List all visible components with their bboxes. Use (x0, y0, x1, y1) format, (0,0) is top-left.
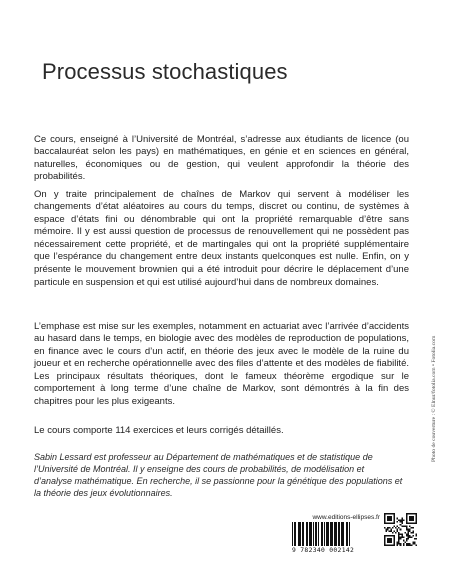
qr-code-icon (384, 513, 417, 546)
author-bio: Sabin Lessard est professeur au Département de mathématiques et de statistique de l’Université de Montréal. Il y enseigne des cours de probabilités, de modélisation et d’analyse mathématique. En recherche, il se passionne pour la génétique des populations et la théorie des jeux évolutionnaires. (34, 452, 403, 498)
description-paragraph-content: On y traite principalement de chaînes de Markov qui servent à modéliser les changements d’état aléatoires au cours du temps, discret ou continu, de systèmes à espace d’états fini ou dénombrable qui ont la propriété remarquable d’être sans mémoire. Il y est aussi question de processus de renouvellement qui ne possèdent pas nécessairement cette propriété, et de martingales qui ont la propriété supplémentaire que l’espérance du changement entre deux instants quelconques est nulle. Enfin, on y présente le mouvement brownien qui a été introduit pour décrire le déplacement d’une particule en suspension et qui est utilisé aujourd’hui dans de nombreux domaines. (34, 188, 409, 288)
publisher-website: www.editions-ellipses.fr (312, 514, 380, 521)
description-paragraph-intro: Ce cours, enseigné à l’Université de Montréal, s’adresse aux étudiants de licence (ou baccalauréat selon les pays) en mathématiques, en génie et en sciences en général, naturelles, économiques ou de gestion, qui veulent approfondir la théorie des probabilités. (34, 133, 409, 183)
photo-credit: Photo de couverture : © Elnur/fotolia.com • Fotolia.com (431, 335, 437, 462)
description-paragraph-exercises: Le cours comporte 114 exercices et leurs corrigés détaillés. (34, 424, 284, 436)
isbn-number: 9 782340 002142 (292, 547, 355, 554)
barcode-icon (292, 522, 375, 546)
description-paragraph-examples: L’emphase est mise sur les exemples, notamment en actuariat avec l’arrivée d’accidents au hasard dans le temps, en biologie avec des modèles de reproduction de populations, en finance avec le cours d’un actif, en théorie des jeux avec le modèle de la ruine du joueur et en recherche opérationnelle avec des files d’attente et des modèles de fiabilité. Les principaux résultats théoriques, dont le fameux théorème ergodique sur le comportement à long terme d’une chaîne de Markov, sont démontrés à la fin des chapitres pour les plus exigeants. (34, 320, 409, 408)
page-title: Processus stochastiques (42, 58, 288, 84)
